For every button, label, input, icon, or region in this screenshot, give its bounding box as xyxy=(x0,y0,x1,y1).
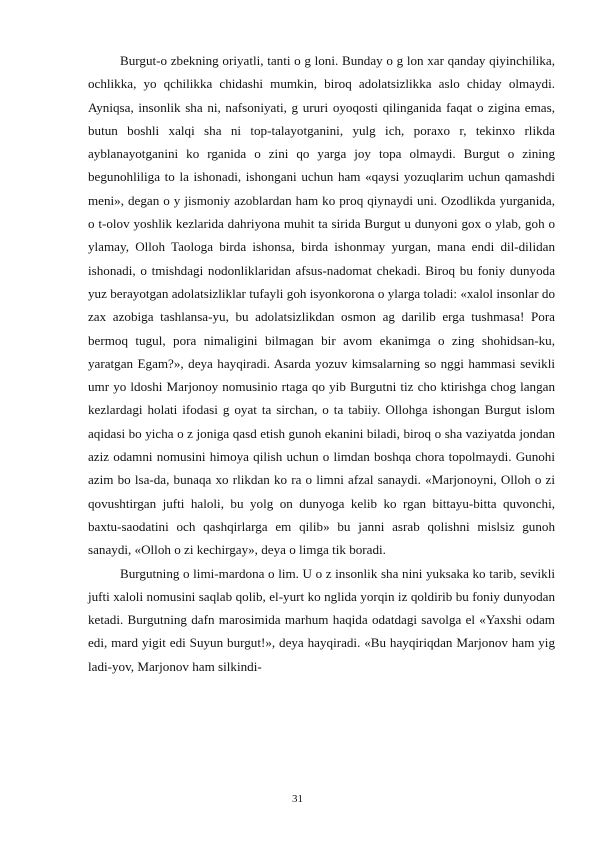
paragraph-2: Burgutning o limi-mardona o lim. U o z insonlik sha nini yuksaka ko tarib, sevikli jufti xaloli nomusini saqlab qolib, el-yurt ko nglida yorqin iz qoldirib bu foniy dunyodan ketadi. Burgutning dafn marosimida marhum haqida odatdagi savolga el «Yaxshi odam edi, mard yigit edi Suyun burgut!», deya hayqiradi. «Bu hayqiriqdan Marjonov ham yig ladi-yov, Marjonov ham silkindi- xyxy=(88,565,555,674)
page-number: 31 xyxy=(292,793,303,805)
body-text xyxy=(88,49,555,678)
paragraph-1: Burgut-o zbekning oriyatli, tanti o g loni. Bunday o g lon xar qanday qiyinchilika, ochlikka, yo qchilikka chidashi mumkin, biroq adolatsizlikka aslo chiday olmaydi. Ayniqsa, insonlik sha ni, nafsoniyati, g ururi oyoqosti qilinganida faqat o zigina emas, butun boshli xalqi sha ni top-talayotganini, yulg ich, poraxo r, tekinxo rlikda ayblanayotganini ko rganida o zini qo yarga joy topa olmaydi. Burgut o zining begunohliliga to la ishonadi, ishongani uchun ham «qaysi yozuqlarim uchun qamashdi meni», degan o y jismoniy azoblardan ham ko proq qiynaydi uni. Ozodlikda yurganida, o t-olov yoshlik kezlarida dahriyona muhit ta sirida Burgut u dunyoni gox o ylab, goh o ylamay, Olloh Taologa birda ishonsa, birda ishonmay yurgan, mana endi dil-dilidan ishonadi, o tmishdagi nodonliklaridan afsus-nadomat chekadi. Biroq bu foniy dunyoda yuz berayotgan adolatsizliklar tufayli goh isyonkorona o ylarga toladi: «xalol insonlar do zax azobiga tashlansa-yu, bu adolatsizlikdan osmon ag darilib erga tushmasa! Pora bermoq tugul, pora nimaligini bilmagan bir avom ekanimga o zing shohidsan-ku, yaratgan Egam?», deya hayqiradi. Asarda yozuv kimsalarning so nggi hammasi sevikli umr yo ldoshi Marjonoy nomusinio rtaga qo yib Burgutni tiz cho ktirishga chog langan kezlardagi holati ifodasi g oyat ta sirchan, o ta tabiiy. Ollohga ishongan Burgut islom aqidasi bo yicha o z joniga qasd etish gunoh ekanini biladi, biroq o sha vaziyatda jondan aziz odamni nomusini himoya qilish uchun o limdan boshqa chora topolmaydi. Gunohi azim bo lsa-da, bunaqa xo rlikdan ko ra o limni afzal sanaydi. «Marjonoyni, Olloh o zi qovushtirgan jufti haloli, bu yolg on dunyoga kelib ko rgan bittayu-bitta quvonchi, baxtu-saodatini och qashqirlarga em qilib» bu janni asrab qolishni mislsiz gunoh sanaydi, «Olloh o zi kechirgay», deya o limga tik boradi. xyxy=(88,53,555,558)
